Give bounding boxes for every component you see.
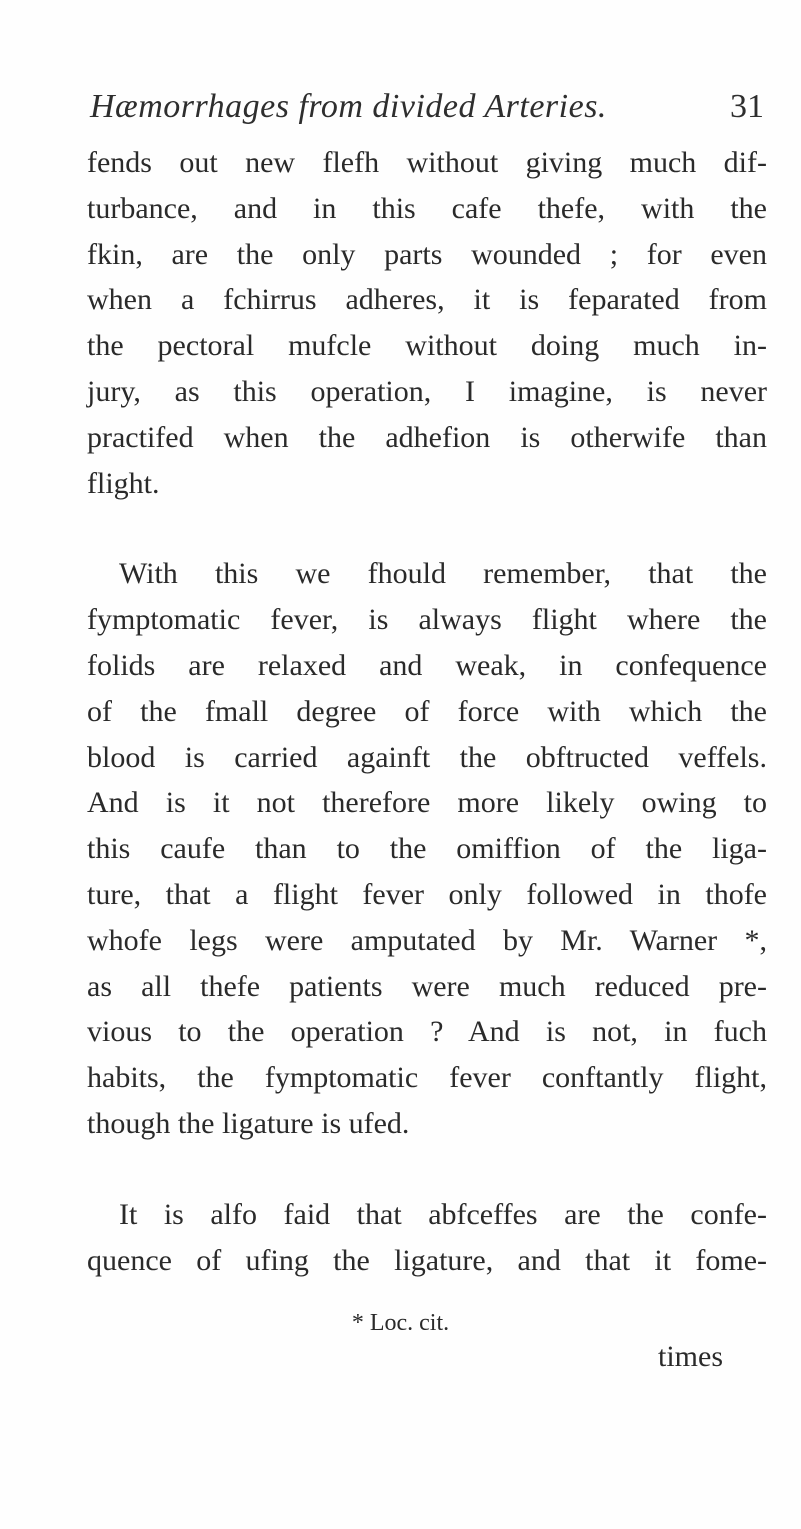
text-line: blood is carried againft the obftructed veffels. [87, 740, 767, 774]
footnote: * Loc. cit. [351, 1310, 450, 1336]
paragraph [87, 1192, 767, 1284]
text-line: when a fchirrus adheres, it is feparated from [87, 283, 767, 317]
text-line: And is it not therefore more likely owing to [87, 786, 767, 820]
text-line: fends out new flefh without giving much dif- [87, 146, 767, 179]
text-line: whofe legs were amputated by Mr. Warner *, [87, 923, 767, 957]
text-line: fymptomatic fever, is always flight where the [87, 603, 767, 637]
text-line: flight. [87, 466, 160, 500]
text-line: fkin, are the only parts wounded ; for even [87, 237, 767, 271]
text-line: ture, that a flight fever only followed in thofe [87, 877, 767, 911]
text-line: vious to the operation ? And is not, in fuch [87, 1015, 767, 1049]
running-head [90, 88, 770, 132]
text-line: though the ligature is ufed. [87, 1106, 410, 1140]
paragraph-gap [87, 506, 767, 551]
page-number: 31 [730, 88, 764, 125]
text-line: With this we fhould remember, that the [119, 557, 767, 591]
running-title: Hæmorrhages from divided Arteries. [90, 88, 607, 125]
body-text [87, 140, 767, 1283]
text-line: It is alfo faid that abfceffes are the confe- [119, 1197, 767, 1231]
paragraph [87, 140, 767, 506]
text-line: this caufe than to the omiffion of the liga- [87, 832, 767, 866]
text-line: habits, the fymptomatic fever conftantly flight, [87, 1061, 767, 1095]
text-line: as all thefe patients were much reduced pre- [87, 969, 767, 1003]
catchword: times [658, 1340, 723, 1373]
text-line: practifed when the adhefion is otherwife than [87, 420, 767, 454]
text-line: quence of ufing the ligature, and that it fome- [87, 1243, 767, 1277]
paragraph [87, 551, 767, 1146]
text-line: the pectoral mufcle without doing much in- [87, 329, 767, 363]
text-line: of the fmall degree of force with which the [87, 694, 767, 728]
text-line: folids are relaxed and weak, in confequence [87, 648, 767, 682]
paragraph-gap [87, 1147, 767, 1192]
text-line: turbance, and in this cafe thefe, with the [87, 191, 767, 225]
text-line: jury, as this operation, I imagine, is never [87, 374, 767, 408]
